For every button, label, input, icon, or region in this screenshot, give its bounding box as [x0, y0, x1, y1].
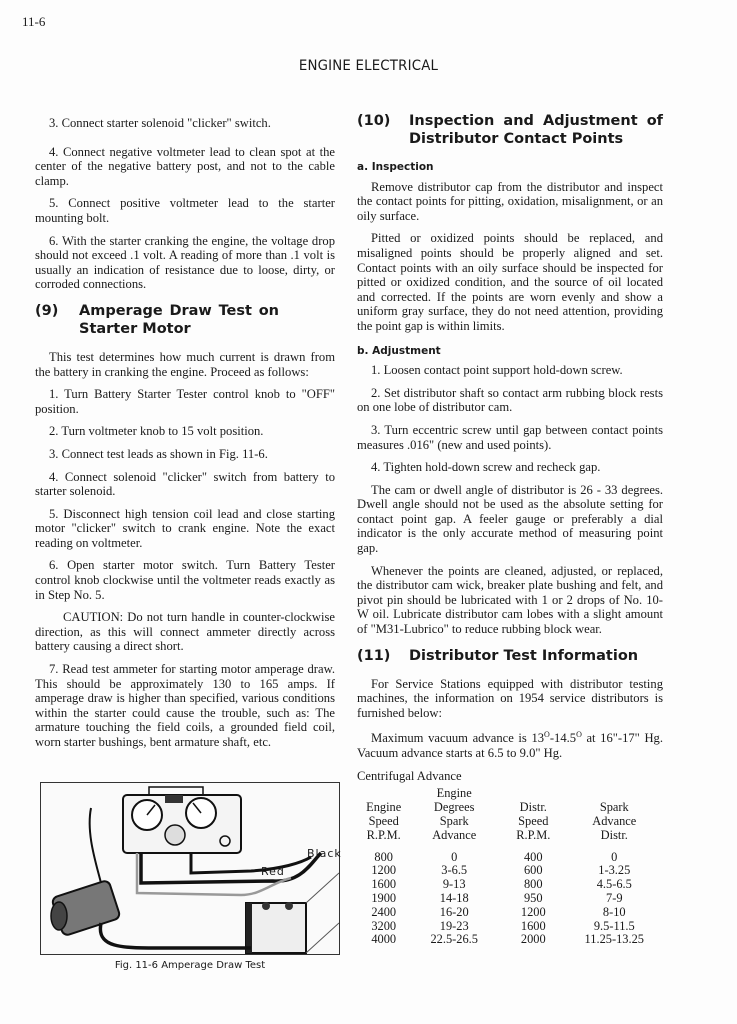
table-cell: 3-6.5 — [441, 863, 468, 878]
intro-paragraph: This test determines how much current is drawn from the battery in cranking the engine. Proceed as follows: — [35, 349, 335, 379]
subheading-inspection: a. Inspection — [357, 161, 434, 173]
ammeter-lead — [191, 853, 311, 873]
table-cell: 1200 — [371, 863, 397, 878]
section-heading-11 — [357, 647, 663, 665]
table-cell: 950 — [523, 890, 543, 905]
label-black: Black — [307, 847, 342, 860]
step-paragraph: 4. Connect negative voltmeter lead to clean spot at the center of the negative battery post, and not to the cable clamp. — [35, 144, 335, 188]
table-cell: 4.5-6.5 — [596, 877, 632, 892]
section-number: (9) — [35, 302, 59, 319]
section-title: Amperage Draw Test on Starter Motor — [79, 302, 279, 337]
table-cell: 400 — [523, 849, 543, 864]
header-distr-speed: Distr. Speed R.P.M. — [516, 800, 551, 842]
step-paragraph: 1. Loosen contact point support hold-down screw. — [371, 363, 623, 378]
table-row — [360, 892, 663, 906]
table-cell: 19-23 — [439, 918, 469, 933]
table-cell: 3200 — [371, 918, 397, 933]
black-lead — [141, 853, 321, 883]
step-paragraph: 6. With the starter cranking the engine, the voltage drop should not exceed .1 volt. A reading of more than .1 volt is usually an indication of resistance due to loose, dirty, or corroded connections. — [35, 233, 335, 292]
header-engine-degrees: Engine Degrees Spark Advance — [432, 786, 477, 842]
table-body — [360, 851, 663, 948]
table-title: Centrifugal Advance — [357, 768, 462, 783]
table-row — [360, 878, 663, 892]
step-paragraph: 5. Connect positive voltmeter lead to the starter mounting bolt. — [35, 196, 335, 225]
section-number: (10) — [357, 113, 391, 129]
table-cell: 8-10 — [602, 904, 626, 919]
step-paragraph: 4. Connect solenoid "clicker" switch from battery to starter solenoid. — [35, 469, 335, 499]
left-column — [35, 116, 335, 758]
ignition-wire — [90, 808, 101, 883]
centrifugal-advance-table — [360, 787, 663, 947]
step-paragraph: 1. Turn Battery Starter Tester control knob to "OFF" position. — [35, 387, 335, 416]
table-cell: 1600 — [520, 918, 546, 933]
table-cell: 2400 — [371, 904, 397, 919]
table-cell: 7-9 — [606, 890, 623, 905]
table-cell: 16-20 — [439, 904, 469, 919]
figure-amperage-draw-test — [40, 782, 340, 955]
table-cell: 1200 — [520, 904, 546, 919]
body-paragraph: For Service Stations equipped with distributor testing machines, the information on 1954 service distributors is furnished below: — [357, 676, 663, 720]
step-paragraph: 7. Read test ammeter for starting motor amperage draw. This should be approximately 130 to 165 amps. If amperage draw is higher than specified, various conditions within the starter could cause the trouble, such as: The armature touching the field coils, a grounded field coil, worn starter bushings, bent armature shaft, etc. — [35, 662, 335, 749]
step-paragraph: 3. Connect starter solenoid "clicker" switch. — [49, 116, 271, 130]
step-paragraph: 4. Tighten hold-down screw and recheck gap. — [371, 460, 601, 475]
right-column — [357, 112, 663, 947]
table-cell: 800 — [523, 877, 543, 892]
table-row — [360, 933, 663, 947]
table-header-row — [360, 787, 663, 850]
table-cell: 1600 — [371, 877, 397, 892]
starter-cable — [100, 923, 251, 948]
table-row — [360, 920, 663, 934]
body-paragraph: Pitted or oxidized points should be replaced, and misaligned points should be properly aligned and set. Contact points with an oily surface should be inspected for pitted or oxidized condition, and the source of oil located and corrected. If the points are worn evenly and show a uniform gray surface, they do not need attention, providing the point gap is within limits. — [357, 231, 663, 333]
header-spark-advance: Spark Advance Distr. — [592, 800, 637, 842]
section-title: Distributor Test Information — [409, 647, 639, 664]
table-cell: 9.5-11.5 — [593, 918, 635, 933]
header-engine-speed: Engine Speed R.P.M. — [366, 800, 402, 842]
tester-handle — [149, 787, 203, 795]
table-cell: 22.5-26.5 — [430, 932, 478, 947]
table-row — [360, 906, 663, 920]
tester-label-plate — [165, 795, 183, 803]
figure-caption: Fig. 11-6 Amperage Draw Test — [114, 960, 266, 971]
table-cell: 1900 — [371, 890, 397, 905]
body-paragraph: The cam or dwell angle of distributor is 26 - 33 degrees. Dwell angle should not be used as the absolute setting for contact point gap. A feeler gauge or preferably a dial indicator is the only accurate method of measuring point gap. — [357, 482, 663, 556]
step-paragraph: 3. Turn eccentric screw until gap between contact points measures .016" (new and used points). — [357, 422, 663, 452]
table-cell: 4000 — [371, 932, 397, 947]
starter-motor — [51, 880, 121, 937]
wiring-illustration — [41, 783, 339, 954]
table-row — [360, 851, 663, 865]
label-red: Red — [261, 865, 285, 878]
table-cell: 9-13 — [442, 877, 466, 892]
table-cell: 800 — [374, 849, 393, 864]
table-row — [360, 864, 663, 878]
control-knob — [165, 825, 185, 845]
table-cell: 2000 — [520, 932, 546, 947]
body-paragraph: Whenever the points are cleaned, adjusted, or replaced, the distributor cam wick, breaker plate bushing and felt, and pivot pin should be lubricated with 1 or 2 drops of No. 10-W oil. Lubricate distributor cam lobes with a slight amount of "M31-Lubrico" to reduce rubbing block wear. — [357, 563, 663, 637]
table-cell: 0 — [611, 849, 618, 864]
step-paragraph: 6. Open starter motor switch. Turn Battery Tester control knob clockwise until the voltmeter reads exactly as in Step No. 5. — [35, 558, 335, 602]
section-heading-9 — [35, 302, 335, 338]
table-cell: 600 — [523, 863, 543, 878]
section-heading-10 — [357, 112, 663, 148]
table-cell: 0 — [451, 849, 458, 864]
step-paragraph: 5. Disconnect high tension coil lead and close starting motor "clicker" switch to crank engine. Note the exact reading on voltmeter. — [35, 506, 335, 550]
caution-paragraph: CAUTION: Do not turn handle in counter-clockwise direction, as this will connect ammeter directly across battery causing a direct short. — [35, 610, 335, 654]
step-paragraph: 2. Set distributor shaft so contact arm rubbing block rests on one lobe of distributor cam. — [357, 385, 663, 415]
battery — [246, 902, 306, 953]
step-paragraph: 3. Connect test leads as shown in Fig. 11-6. — [49, 446, 268, 461]
body-paragraph: Remove distributor cap from the distributor and inspect the contact points for pitting, oxidation, misalignment, or an oily surface. — [357, 179, 663, 223]
section-number: (11) — [357, 647, 391, 664]
vacuum-advance-paragraph: Maximum vacuum advance is $13^O-14.5^O$ at 16"-17" Hg. Vacuum advance starts at 6.5 to 9.0" Hg. — [357, 730, 663, 761]
table-cell: 14-18 — [439, 890, 469, 905]
running-head: ENGINE ELECTRICAL — [298, 58, 439, 74]
table-cell: 11.25-13.25 — [584, 932, 644, 947]
table-cell: 1-3.25 — [598, 863, 631, 878]
step-paragraph: 2. Turn voltmeter knob to 15 volt position. — [49, 424, 264, 439]
subheading-adjustment: b. Adjustment — [357, 344, 441, 357]
page-number: 11-6 — [22, 14, 46, 29]
section-title: Inspection and Adjustment of Distributor Contact Points — [409, 113, 663, 147]
